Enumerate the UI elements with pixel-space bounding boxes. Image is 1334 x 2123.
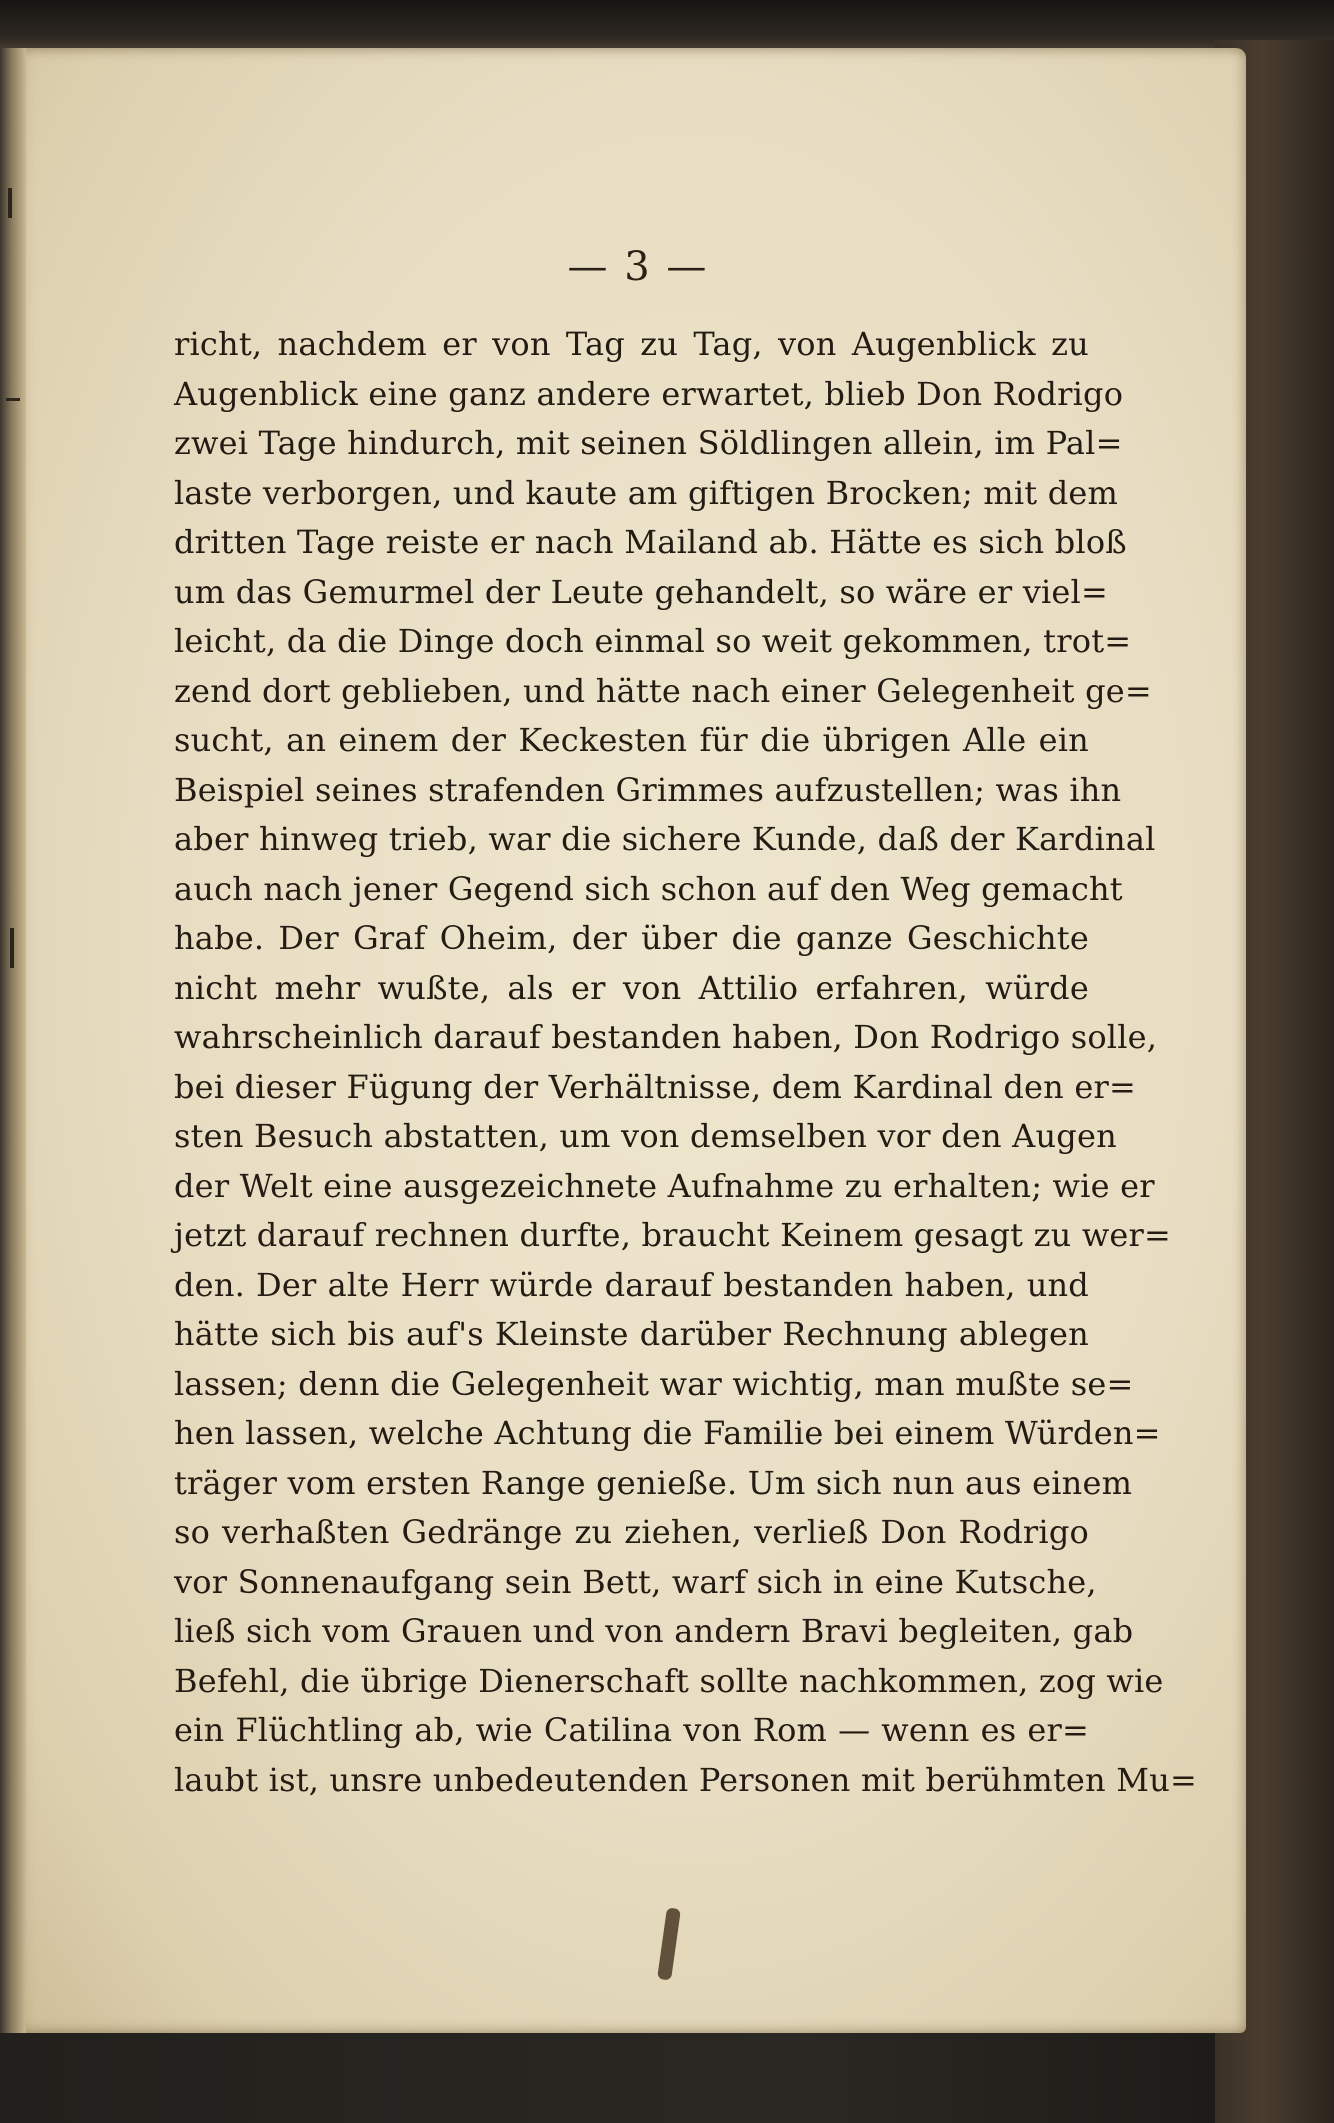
text-line: laubt ist, unsre unbedeutenden Personen mit berühmten Mu= (174, 1760, 1198, 1799)
ink-stain (657, 1907, 681, 1980)
text-line: Augenblick eine ganz andere erwartet, blieb Don Rodrigo (174, 374, 1124, 413)
text-line: lassen; denn die Gelegenheit war wichtig, man mußte se= (174, 1364, 1134, 1403)
text-line: Beispiel seines strafenden Grimmes aufzustellen; was ihn (174, 770, 1122, 809)
text-line: nicht mehr wußte, als er von Attilio erfahren, würde (174, 968, 1089, 1007)
text-line: habe. Der Graf Oheim, der über die ganze Geschichte (174, 919, 1089, 957)
gutter-mark (6, 398, 20, 401)
previous-page-gutter (0, 48, 26, 2033)
text-line: dritten Tage reiste er nach Mailand ab. Hätte es sich bloß (174, 523, 1127, 561)
text-line: zwei Tage hindurch, mit seinen Söldlingen allein, im Pal= (174, 424, 1123, 462)
text-line: aber hinweg trieb, war die sichere Kunde, daß der Kardinal (174, 820, 1156, 858)
text-line: den. Der alte Herr würde darauf bestanden haben, und (174, 1265, 1089, 1304)
text-line: auch nach jener Gegend sich schon auf den Weg gemacht (174, 869, 1123, 908)
text-line: jetzt darauf rechnen durfte, braucht Keinem gesagt zu wer= (174, 1216, 1172, 1254)
gutter-mark (10, 928, 14, 968)
text-line: leicht, da die Dinge doch einmal so weit gekommen, trot= (174, 622, 1132, 660)
body-text (174, 320, 1198, 1805)
book-top-edge (0, 0, 1334, 52)
book-page (14, 48, 1246, 2033)
text-line: träger vom ersten Range genieße. Um sich nun aus einem (174, 1463, 1133, 1502)
text-line: sten Besuch abstatten, um von demselben vor den Augen (174, 1117, 1117, 1155)
text-line: ließ sich vom Grauen und von andern Bravi begleiten, gab (174, 1612, 1134, 1650)
text-line: hen lassen, welche Achtung die Familie bei einem Würden= (174, 1414, 1161, 1452)
gutter-mark (8, 188, 12, 218)
text-line: der Welt eine ausgezeichnete Aufnahme zu erhalten; wie er (174, 1166, 1155, 1205)
text-line: Befehl, die übrige Dienerschaft sollte nachkommen, zog wie (174, 1661, 1164, 1700)
text-line: um das Gemurmel der Leute gehandelt, so wäre er viel= (174, 572, 1108, 611)
text-line: zend dort geblieben, und hätte nach einer Gelegenheit ge= (174, 671, 1152, 710)
text-line: bei dieser Fügung der Verhältnisse, dem Kardinal den er= (174, 1067, 1137, 1106)
text-line: sucht, an einem der Keckesten für die übrigen Alle ein (174, 721, 1089, 759)
text-line: wahrscheinlich darauf bestanden haben, Don Rodrigo solle, (174, 1018, 1158, 1056)
text-line: hätte sich bis auf's Kleinste darüber Rechnung ablegen (174, 1315, 1089, 1353)
text-line: richt, nachdem er von Tag zu Tag, von Augenblick zu (174, 325, 1089, 363)
text-line: ein Flüchtling ab, wie Catilina von Rom — wenn es er= (174, 1711, 1089, 1749)
text-line: laste verborgen, und kaute am giftigen Brocken; mit dem (174, 473, 1119, 512)
text-line: so verhaßten Gedränge zu ziehen, verließ Don Rodrigo (174, 1513, 1089, 1551)
text-line: vor Sonnenaufgang sein Bett, warf sich in eine Kutsche, (174, 1562, 1097, 1601)
page-number: — 3 — (567, 244, 709, 290)
